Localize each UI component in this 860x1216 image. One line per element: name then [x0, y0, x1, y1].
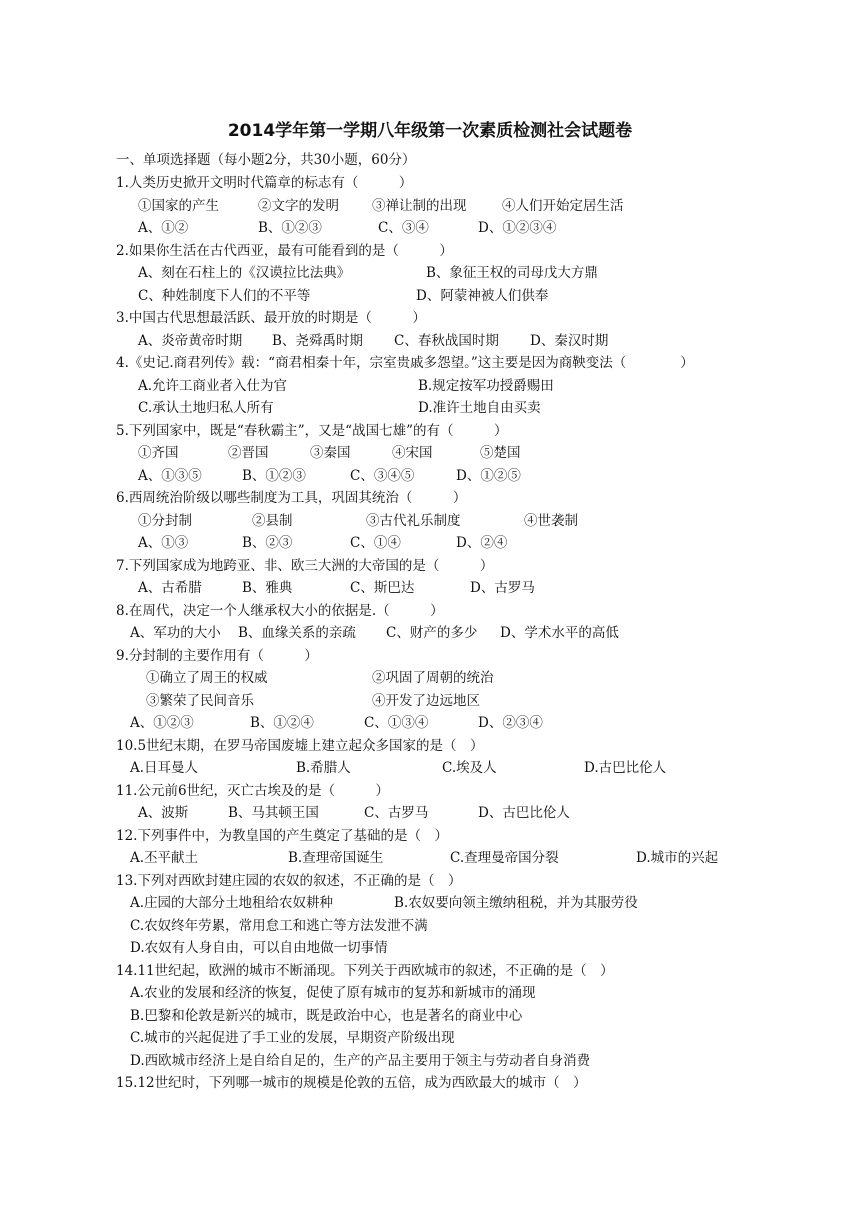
q6-option-d: D、②④ [456, 535, 508, 551]
question-7-stem: 7.下列国家成为地跨亚、非、欧三大洲的大帝国的是（ ） [116, 558, 494, 574]
q4-option-c: C.承认土地归私人所有 [138, 400, 274, 416]
q12-option-d: D.城市的兴起 [636, 850, 719, 866]
q5-item-4: ④宋国 [392, 445, 433, 461]
section-heading: 一、单项选择题（每小题2分，共30小题，60分） [116, 152, 416, 168]
question-13-stem: 13.下列对西欧封建庄园的农奴的叙述，不正确的是（ ） [116, 873, 462, 889]
q1-option-b: B、①②③ [258, 220, 322, 236]
q11-option-a: A、波斯 [138, 805, 189, 821]
q6-item-4: ④世袭制 [524, 513, 578, 529]
q9-option-a: A、①②③ [130, 715, 194, 731]
q14-option-a: A.农业的发展和经济的恢复，促使了原有城市的复苏和新城市的涌现 [130, 985, 536, 1001]
q9-option-d: D、②③④ [478, 715, 543, 731]
q6-item-2: ②县制 [252, 513, 293, 529]
q5-item-1: ①齐国 [138, 445, 179, 461]
q10-option-b: B.希腊人 [296, 760, 351, 776]
q6-item-1: ①分封制 [138, 513, 192, 529]
question-14-stem: 14.11世纪起，欧洲的城市不断涌现。下列关于西欧城市的叙述，不正确的是（ ） [116, 963, 614, 979]
q1-item-2: ②文字的发明 [258, 198, 339, 214]
question-3-stem: 3.中国古代思想最活跃、最开放的时期是（ ） [116, 310, 426, 326]
q3-option-c: C、春秋战国时期 [394, 333, 499, 349]
q5-item-2: ②晋国 [228, 445, 269, 461]
q5-item-5: ⑤楚国 [480, 445, 521, 461]
q9-item-2: ②巩固了周朝的统治 [372, 670, 494, 686]
q10-option-d: D.古巴比伦人 [584, 760, 667, 776]
q11-option-c: C、古罗马 [364, 805, 429, 821]
q11-option-b: B、马其顿王国 [228, 805, 319, 821]
q10-option-c: C.埃及人 [442, 760, 497, 776]
question-4-stem: 4.《史记.商君列传》载：“商君相秦十年，宗室贵戚多怨望。”这主要是因为商鞅变法（ ） [116, 355, 694, 371]
q1-option-c: C、③④ [378, 220, 429, 236]
q4-option-b: B.规定按军功授爵赐田 [418, 378, 554, 394]
q9-item-1: ①确立了周王的权威 [146, 670, 268, 686]
q7-option-c: C、斯巴达 [350, 580, 415, 596]
exam-title: 2014学年第一学期八年级第一次素质检测社会试题卷 [227, 121, 633, 141]
question-1-stem: 1.人类历史掀开文明时代篇章的标志有（ ） [116, 175, 413, 191]
q4-option-d: D.准许土地自由买卖 [418, 400, 541, 416]
q12-option-a: A.丕平献土 [130, 850, 199, 866]
q1-option-a: A、①② [138, 220, 189, 236]
q8-option-c: C、财产的多少 [386, 625, 478, 641]
q1-option-d: D、①②③④ [478, 220, 557, 236]
q3-option-d: D、秦汉时期 [530, 333, 609, 349]
q7-option-b: B、雅典 [242, 580, 293, 596]
q12-option-c: C.查理曼帝国分裂 [450, 850, 559, 866]
q7-option-d: D、古罗马 [470, 580, 535, 596]
question-8-stem: 8.在周代，决定一个人继承权大小的依据是.（ ） [116, 603, 444, 619]
q8-option-a: A、军功的大小 [130, 625, 221, 641]
q5-option-b: B、①②③ [242, 468, 306, 484]
q7-option-a: A、古希腊 [138, 580, 202, 596]
q13-option-a: A.庄园的大部分土地租给农奴耕种 [130, 895, 334, 911]
q14-option-d: D.西欧城市经济上是自给自足的，生产的产品主要用于领主与劳动者自身消费 [130, 1053, 591, 1069]
question-5-stem: 5.下列国家中，既是“春秋霸主”，又是“战国七雄”的有（ ） [116, 423, 508, 439]
q5-item-3: ③秦国 [310, 445, 351, 461]
q2-option-c: C、种姓制度下人们的不平等 [138, 288, 311, 304]
q2-option-b: B、象征王权的司母戊大方鼎 [426, 265, 598, 281]
q6-item-3: ③古代礼乐制度 [366, 513, 461, 529]
question-12-stem: 12.下列事件中，为教皇国的产生奠定了基础的是（ ） [116, 828, 448, 844]
q14-option-b: B.巴黎和伦敦是新兴的城市，既是政治中心，也是著名的商业中心 [130, 1008, 523, 1024]
q9-item-3: ③繁荣了民间音乐 [146, 693, 254, 709]
q12-option-b: B.查理帝国诞生 [288, 850, 384, 866]
q10-option-a: A.日耳曼人 [130, 760, 199, 776]
q1-item-1: ①国家的产生 [138, 198, 219, 214]
question-10-stem: 10.5世纪末期，在罗马帝国废墟上建立起众多国家的是（ ） [116, 738, 484, 754]
q2-option-d: D、阿蒙神被人们供奉 [416, 288, 549, 304]
q2-option-a: A、刻在石柱上的《汉谟拉比法典》 [138, 265, 351, 281]
q13-option-d: D.农奴有人身自由，可以自由地做一切事情 [130, 940, 388, 956]
q3-option-b: B、尧舜禹时期 [272, 333, 363, 349]
q13-option-c: C.农奴终年劳累，常用怠工和逃亡等方法发泄不满 [130, 918, 428, 934]
q5-option-a: A、①③⑤ [138, 468, 202, 484]
question-9-stem: 9.分封制的主要作用有（ ） [116, 648, 318, 664]
q3-option-a: A、炎帝黄帝时期 [138, 333, 243, 349]
q9-option-c: C、①③④ [364, 715, 429, 731]
q11-option-d: D、古巴比伦人 [478, 805, 570, 821]
q6-option-a: A、①③ [138, 535, 189, 551]
q6-option-c: C、①④ [350, 535, 401, 551]
q8-option-d: D、学术水平的高低 [500, 625, 619, 641]
q14-option-c: C.城市的兴起促进了手工业的发展，早期资产阶级出现 [130, 1030, 455, 1046]
q4-option-a: A.允许工商业者入仕为官 [138, 378, 288, 394]
question-6-stem: 6.西周统治阶级以哪些制度为工具，巩固其统治（ ） [116, 490, 467, 506]
q1-item-3: ③禅让制的出现 [372, 198, 467, 214]
q1-item-4: ④人们开始定居生活 [502, 198, 624, 214]
q9-option-b: B、①②④ [250, 715, 314, 731]
question-15-stem: 15.12世纪时，下列哪一城市的规模是伦敦的五倍，成为西欧最大的城市（ ） [116, 1075, 587, 1091]
q6-option-b: B、②③ [242, 535, 293, 551]
q8-option-b: B、血缘关系的亲疏 [238, 625, 356, 641]
q5-option-d: D、①②⑤ [456, 468, 521, 484]
question-11-stem: 11.公元前6世纪，灭亡古埃及的是（ ） [116, 783, 390, 799]
question-2-stem: 2.如果你生活在古代西亚，最有可能看到的是（ ） [116, 243, 453, 259]
q5-option-c: C、③④⑤ [350, 468, 415, 484]
q13-option-b: B.农奴要向领主缴纳租税，并为其服劳役 [394, 895, 638, 911]
q9-item-4: ④开发了边远地区 [372, 693, 480, 709]
